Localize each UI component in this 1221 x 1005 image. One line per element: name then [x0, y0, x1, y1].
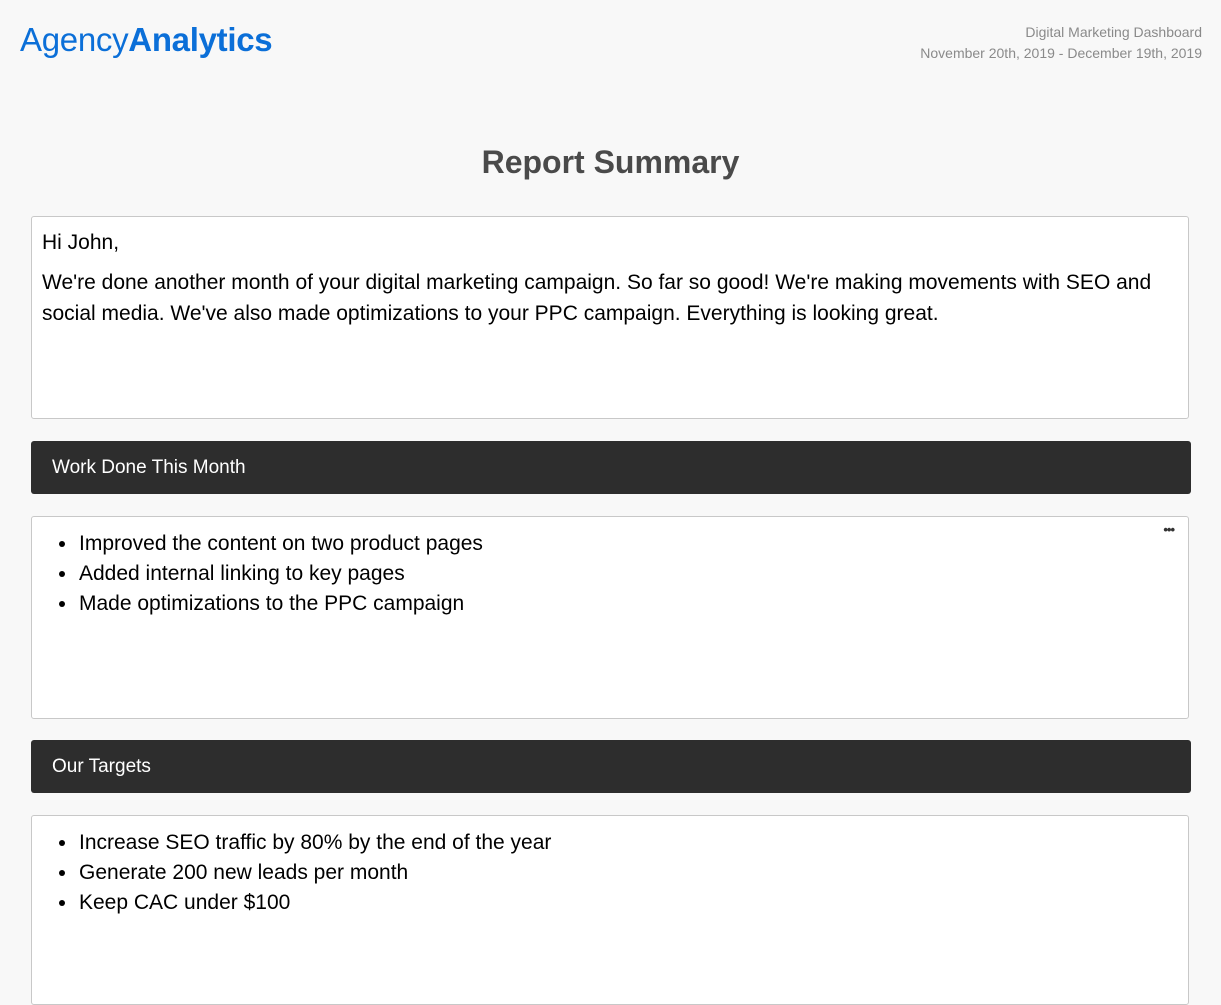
list-item: • Keep CAC under $100: [78, 888, 1188, 918]
work-done-section-header: Work Done This Month: [31, 441, 1191, 494]
our-targets-section-header: Our Targets: [31, 740, 1191, 793]
summary-body: We're done another month of your digital marketing campaign. So far so good! We're making movements with SEO and social media. We've also made optimizations to your PPC campaign. Everything is looking great.: [42, 271, 1152, 325]
list-item: • Improved the content on two product pages: [78, 529, 1188, 559]
date-range: November 20th, 2019 - December 19th, 2019: [920, 45, 1202, 61]
work-done-text-box[interactable]: [31, 516, 1189, 719]
targets-list: [32, 816, 1188, 918]
list-item: • Generate 200 new leads per month: [78, 858, 1188, 888]
work-done-list: [32, 517, 1188, 619]
summary-text-box[interactable]: [31, 216, 1189, 419]
list-item: • Added internal linking to key pages: [78, 559, 1188, 589]
summary-greeting: Hi John,: [42, 231, 120, 254]
page-title: Report Summary: [481, 144, 740, 180]
report-meta: [920, 22, 1202, 64]
logo-bold-text: Analytics: [128, 21, 273, 58]
more-options-icon[interactable]: •••: [1163, 522, 1174, 537]
our-targets-text-box[interactable]: [31, 815, 1189, 1005]
dashboard-name: Digital Marketing Dashboard: [1025, 24, 1202, 40]
logo-light-text: Agency: [20, 21, 129, 58]
list-item: • Increase SEO traffic by 80% by the end of the year: [78, 828, 1188, 858]
report-header: [0, 0, 1221, 90]
list-item: • Made optimizations to the PPC campaign: [78, 589, 1188, 619]
agencyanalytics-logo: [20, 20, 272, 60]
